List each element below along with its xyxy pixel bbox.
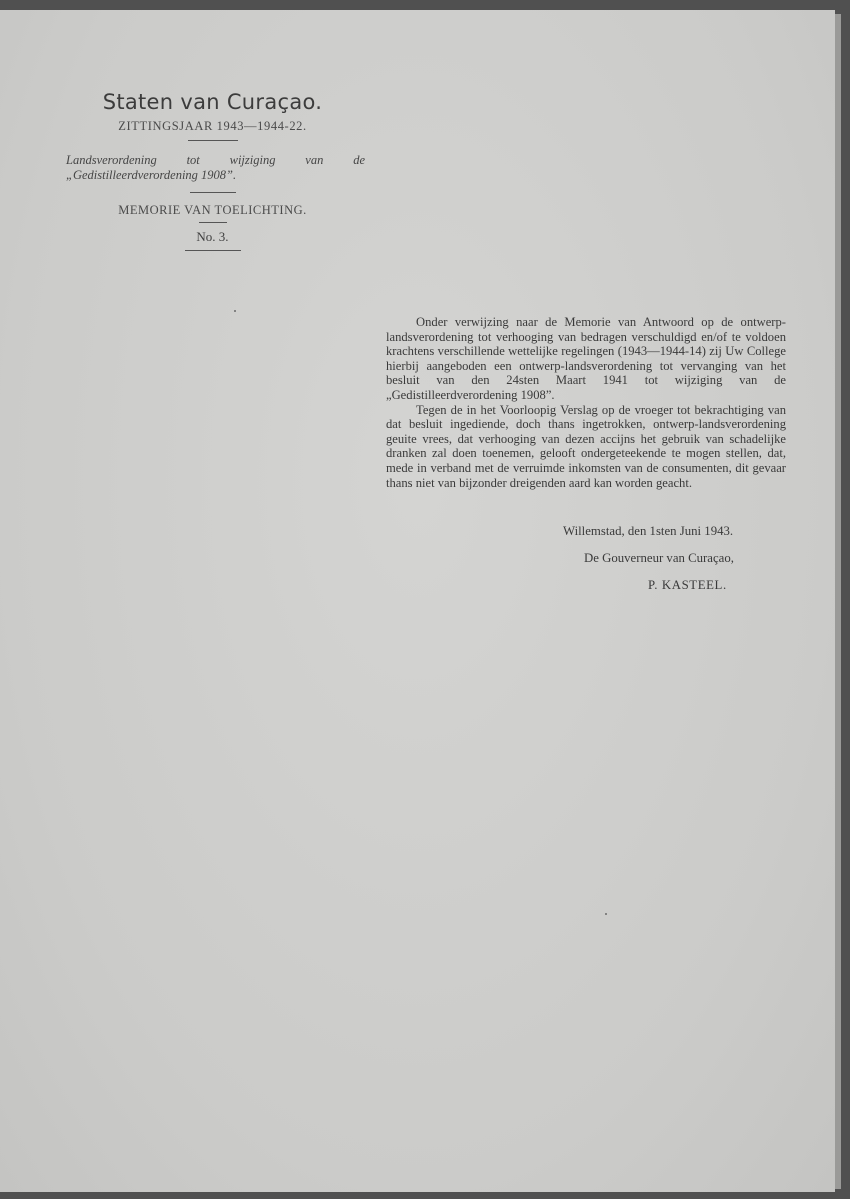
paper-speck [605,913,607,915]
paper-speck [234,310,236,312]
signatory-name: P. KASTEEL. [648,578,727,592]
divider [188,140,238,141]
body-paragraph: Tegen de in het Voorloopig Verslag op de vroeger tot bekrachtiging van dat besluit ingediende, doch thans ingetrokken, ontwerp-landsverordening geuite vrees, dat verhooging van dezen accijns het gebruik van schadelijke dranken zal doen toenemen, gelooft ondergeteekende te mogen stellen, dat, mede in verband met de verruimde inkomsten van de consumenten, dit gevaar thans niet van bijzonder dreigenden aard kan worden geacht. [386,402,786,490]
document-type: MEMORIE VAN TOELICHTING. [118,203,307,217]
body-paragraph: Onder verwijzing naar de Memorie van Antwoord op de ontwerp-landsverordening tot verhooging van bedragen verschuldigd en/of te voldoen krachtens verschillende wettelijke regelingen (1943—1944-14) zij Uw College hierbij aangeboden een ontwerp-landsverordening tot vervanging van het besluit van den 24sten Maart 1941 tot wijziging van de „Gedistilleerdverordening 1908”. [386,315,786,402]
session-year: ZITTINGSJAAR 1943—1944-22. [118,119,307,133]
signatory-office: De Gouverneur van Curaçao, [584,551,734,565]
place-date: Willemstad, den 1sten Juni 1943. [563,524,734,538]
divider [199,222,227,223]
page-title: Staten van Curaçao. [102,90,323,114]
document-page [0,10,835,1192]
document-subject: Landsverordening tot wijziging van de „Gedistilleerdverordening 1908”. [66,153,365,182]
document-number: No. 3. [196,229,229,244]
divider [185,250,241,251]
page-edge [835,14,841,1189]
document-body [386,315,786,490]
document-header [60,88,365,251]
divider [190,192,236,193]
